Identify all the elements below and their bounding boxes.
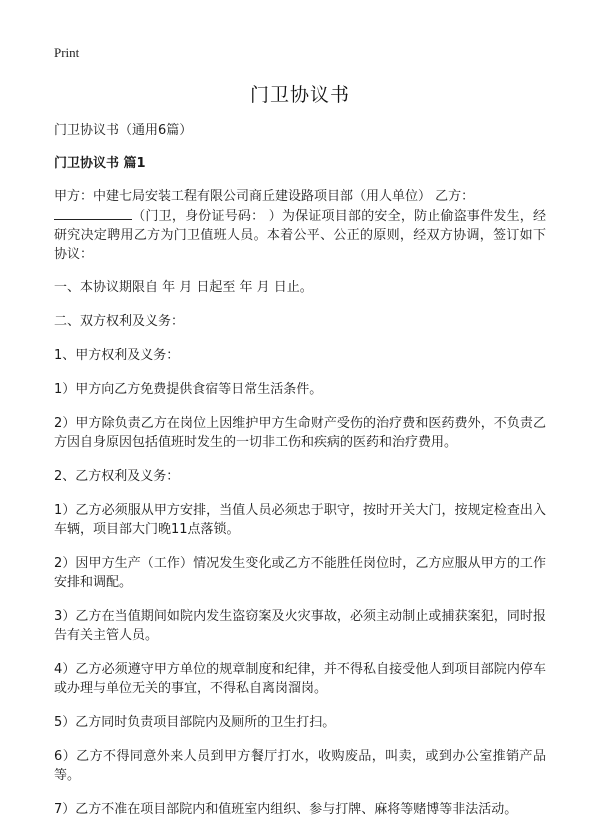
paragraph: 2）甲方除负责乙方在岗位上因维护甲方生命财产受伤的治疗费和医药费外，不负责乙方因自身原因包括值班时发生的一切非工伤和疾病的医药和治疗费用。	[54, 416, 546, 450]
document-subtitle: 门卫协议书（通用6篇）	[54, 123, 193, 138]
print-link[interactable]: Print	[54, 45, 80, 60]
document-body	[54, 121, 546, 834]
party-line-1: 甲方：中建七局安装工程有限公司商丘建设路项目部（用人单位） 乙方：	[54, 189, 475, 204]
paragraph: 7）乙方不准在项目部院内和值班室内组织、参与打牌、麻将等赌博等非法活动。	[54, 802, 518, 817]
paragraph: 二、双方权利及义务：	[54, 314, 185, 329]
paragraph: 2、乙方权利及义务：	[54, 469, 180, 484]
parties-paragraph	[54, 187, 546, 264]
paragraph: 1、甲方权利及义务：	[54, 348, 180, 363]
paragraph: 4）乙方必须遵守甲方单位的规章制度和纪律，并不得私自接受他人到项目部院内停车或办理与单位无关的事宜，不得私自离岗溜岗。	[54, 662, 546, 696]
paragraph: 1）乙方必须服从甲方安排，当值人员必须忠于职守，按时开关大门，按规定检查出入车辆，项目部大门晚11点落锁。	[54, 503, 546, 537]
paragraph: 5）乙方同时负责项目部院内及厕所的卫生打扫。	[54, 715, 336, 730]
paragraph: 1）甲方向乙方免费提供食宿等日常生活条件。	[54, 382, 323, 397]
section-title: 门卫协议书 篇1	[54, 156, 146, 171]
paragraph: 3）乙方在当值期间如院内发生盗窃案及火灾事故，必须主动制止或捕获案犯，同时报告有关主管人员。	[54, 609, 546, 643]
fill-in-blank	[54, 206, 132, 220]
paragraph: 2）因甲方生产（工作）情况发生变化或乙方不能胜任岗位时，乙方应服从甲方的工作安排和调配。	[54, 556, 546, 590]
paragraph: 一、本协议期限自 年 月 日起至 年 月 日止。	[54, 280, 313, 295]
party-line-2: （门卫，身份证号码： ）为保证项目部的安全，防止偷盗事件发生，经研究决定聘用乙方为门卫值班人员。本着公平、公正的原则，经双方协调，签订如下协议：	[54, 209, 546, 262]
paragraph: 6）乙方不得同意外来人员到甲方餐厅打水，收购废品，叫卖，或到办公室推销产品等。	[54, 749, 546, 783]
document-title: 门卫协议书	[249, 84, 350, 106]
